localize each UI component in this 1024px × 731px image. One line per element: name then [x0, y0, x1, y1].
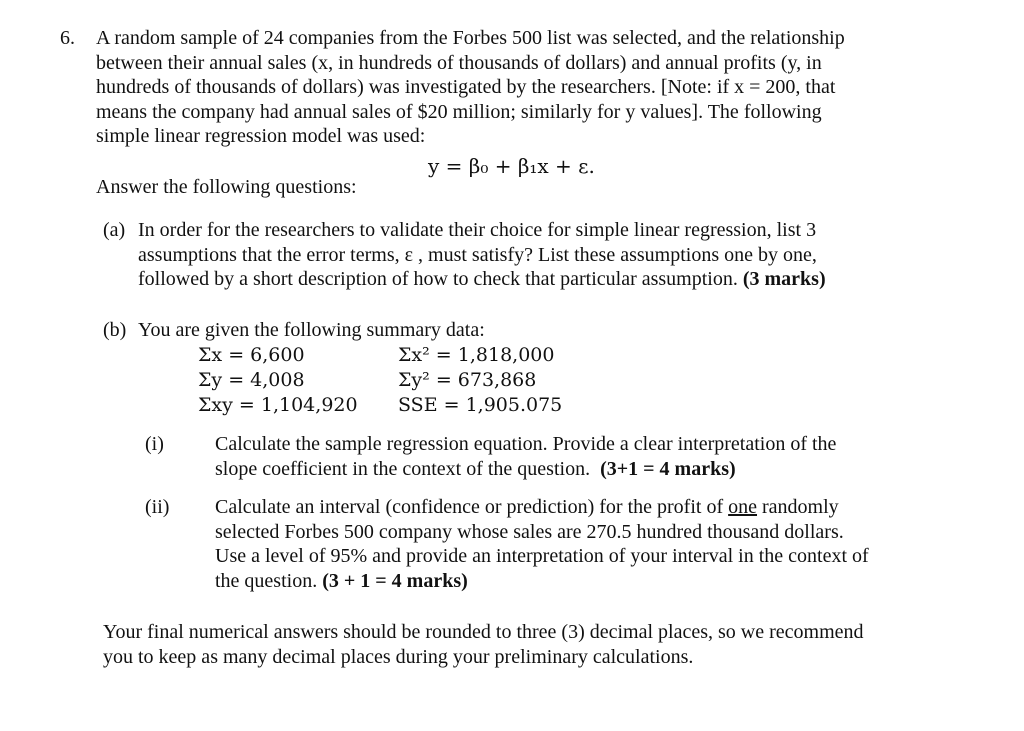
closing-line: you to keep as many decimal places during your preliminary calculations.	[103, 645, 694, 668]
summary-sum-x: Σx = 6,600	[198, 344, 305, 366]
part-b-ii-label: (ii)	[145, 496, 170, 518]
part-a-line	[138, 267, 908, 292]
part-b-i-line: Calculate the sample regression equation. Provide a clear interpretation of the	[215, 433, 837, 455]
model-equation: y = β₀ + β₁x + ε.	[428, 154, 595, 178]
summary-data	[198, 343, 563, 418]
intro-line: A random sample of 24 companies from the Forbes 500 list was selected, and the relationship	[96, 27, 845, 49]
summary-sum-x2: Σx² = 1,818,000	[398, 344, 555, 366]
part-b-ii-line-pre: Calculate an interval (confidence or prediction) for the profit of	[215, 496, 729, 518]
part-b-i-line-text: slope coefficient in the context of the question.	[215, 457, 591, 480]
part-b-ii-text	[215, 495, 935, 593]
part-a-marks: (3 marks)	[742, 268, 826, 290]
intro-line: means the company had annual sales of $20 million; similarly for y values]. The following	[96, 100, 822, 123]
summary-sum-y: Σy = 4,008	[198, 369, 305, 391]
part-b-ii-line-text: the question.	[215, 569, 318, 592]
part-a-line-text: followed by a short description of how to check that particular assumption.	[138, 268, 738, 290]
summary-row	[198, 368, 537, 393]
question-intro	[96, 26, 916, 149]
intro-line: simple linear regression model was used:	[96, 125, 426, 147]
intro-line: hundreds of thousands of dollars) was investigated by the researchers. [Note: if x = 200, that	[96, 76, 836, 98]
part-a-label: (a)	[103, 219, 126, 241]
summary-sum-xy: Σxy = 1,104,920	[198, 394, 358, 416]
part-b-ii-line	[215, 569, 935, 594]
summary-sum-y2: Σy² = 673,868	[398, 369, 537, 391]
part-a-text	[138, 218, 908, 292]
part-b-i-label: (i)	[145, 433, 164, 455]
summary-row	[198, 343, 555, 368]
summary-row	[198, 393, 563, 418]
part-b-ii-line	[215, 495, 935, 520]
part-b-ii-line: Use a level of 95% and provide an interpretation of your interval in the context of	[215, 545, 869, 567]
summary-sse: SSE = 1,905.075	[398, 394, 563, 416]
closing-line: Your final numerical answers should be rounded to three (3) decimal places, so we recommend	[103, 621, 864, 643]
answer-prompt: Answer the following questions:	[96, 176, 357, 198]
closing-note	[103, 620, 943, 669]
part-b-i-marks: (3+1 = 4 marks)	[600, 457, 736, 480]
part-b-label: (b)	[103, 319, 127, 341]
part-a-line: In order for the researchers to validate their choice for simple linear regression, list 3	[138, 219, 817, 241]
part-b-ii-line: selected Forbes 500 company whose sales are 270.5 hundred thousand dollars.	[215, 520, 844, 543]
part-a-line: assumptions that the error terms, ε , must satisfy? List these assumptions one by one,	[138, 243, 817, 266]
part-b-ii-marks: (3 + 1 = 4 marks)	[322, 569, 468, 592]
part-b-i-line	[215, 457, 935, 482]
intro-line: between their annual sales (x, in hundreds of thousands of dollars) and annual profits (y, in	[96, 51, 822, 74]
question-number: 6.	[60, 27, 75, 49]
part-b-i-text	[215, 432, 935, 481]
part-b-ii-line-post: randomly	[757, 496, 839, 518]
part-b-text: You are given the following summary data:	[138, 319, 485, 341]
part-b-ii-underlined: one	[728, 496, 758, 518]
